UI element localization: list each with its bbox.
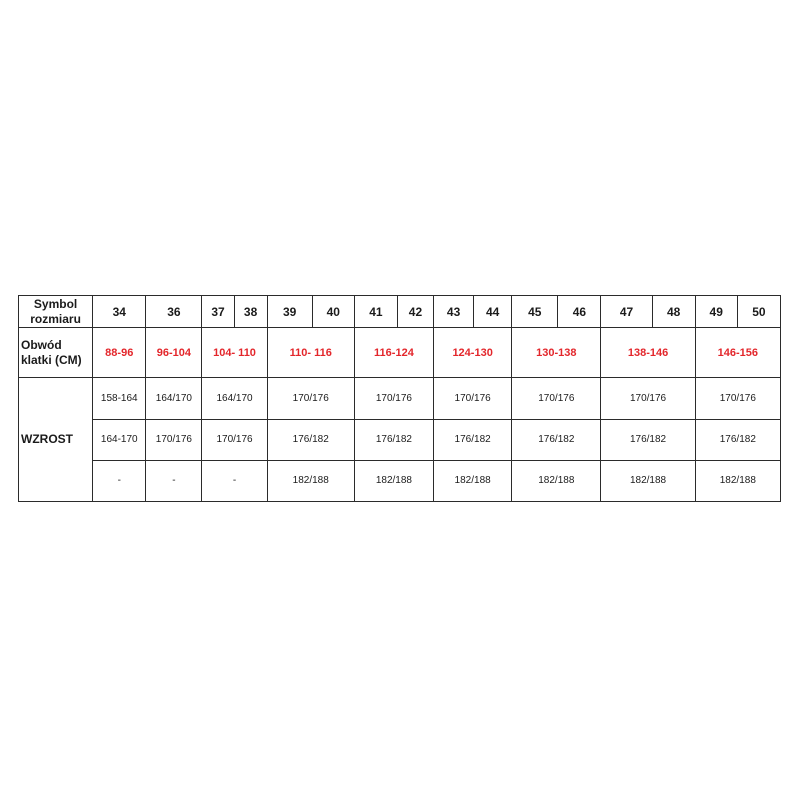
height-cell: 182/188 [354,460,433,501]
height-cell: 170/176 [434,378,512,419]
chest-range-cell: 130-138 [512,328,601,378]
chest-range-cell: 116-124 [354,328,433,378]
height-cell: 170/176 [354,378,433,419]
height-cell: - [146,460,202,501]
height-cell: 170/176 [601,378,695,419]
size-cell: 34 [93,296,146,328]
size-cell: 45 [512,296,558,328]
size-cell: 43 [434,296,474,328]
size-cell: 42 [397,296,433,328]
height-cell: - [202,460,267,501]
size-cell: 49 [695,296,737,328]
height-cell: - [93,460,146,501]
height-cell: 170/176 [202,419,267,460]
height-cell: 182/188 [434,460,512,501]
height-cell: 176/182 [512,419,601,460]
height-cell: 182/188 [695,460,780,501]
size-cell: 36 [146,296,202,328]
size-cell: 40 [312,296,354,328]
height-row [19,378,781,419]
chest-circumference-header: Obwód klatki (CM) [19,328,93,378]
chest-range-cell: 110- 116 [267,328,354,378]
size-symbol-header: Symbol rozmiaru [19,296,93,328]
size-symbol-row [19,296,781,328]
height-cell: 170/176 [146,419,202,460]
height-cell: 164-170 [93,419,146,460]
height-cell: 158-164 [93,378,146,419]
size-cell: 47 [601,296,652,328]
height-cell: 170/176 [267,378,354,419]
height-cell: 176/182 [434,419,512,460]
size-cell: 37 [202,296,234,328]
size-cell: 46 [558,296,601,328]
height-cell: 182/188 [267,460,354,501]
chest-range-cell: 146-156 [695,328,780,378]
height-row [19,419,781,460]
chest-circumference-row [19,328,781,378]
size-chart-table [18,295,781,502]
height-cell: 176/182 [695,419,780,460]
size-cell: 44 [474,296,512,328]
height-cell: 176/182 [354,419,433,460]
height-cell: 170/176 [512,378,601,419]
height-cell: 182/188 [601,460,695,501]
chest-range-cell: 96-104 [146,328,202,378]
size-cell: 48 [652,296,695,328]
chest-range-cell: 124-130 [434,328,512,378]
height-cell: 176/182 [601,419,695,460]
height-cell: 182/188 [512,460,601,501]
size-cell: 50 [737,296,780,328]
height-cell: 170/176 [695,378,780,419]
height-cell: 164/170 [146,378,202,419]
size-cell: 41 [354,296,397,328]
chest-range-cell: 104- 110 [202,328,267,378]
chest-range-cell: 138-146 [601,328,695,378]
size-cell: 38 [234,296,267,328]
size-cell: 39 [267,296,312,328]
height-header: WZROST [19,378,93,502]
height-row [19,460,781,501]
height-cell: 164/170 [202,378,267,419]
chest-range-cell: 88-96 [93,328,146,378]
height-cell: 176/182 [267,419,354,460]
